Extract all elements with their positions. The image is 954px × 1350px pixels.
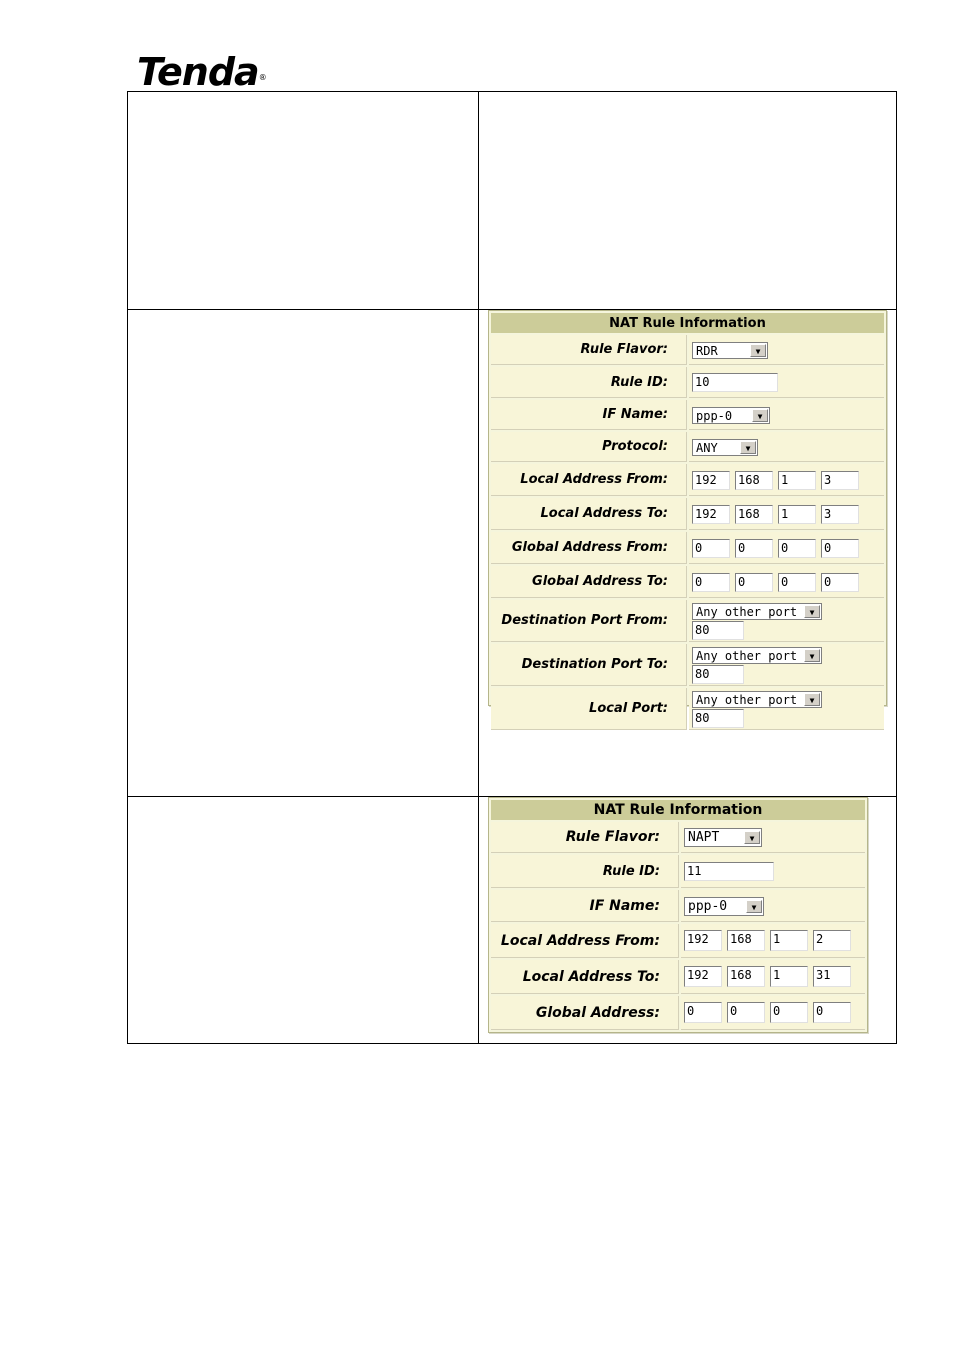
local-port-input[interactable]: 80 [692,709,744,728]
chevron-down-icon: ▼ [752,409,768,422]
destination-port-to-select[interactable]: Any other port ▼ [692,647,822,664]
ip-octet-input[interactable]: 0 [692,573,730,592]
destination-port-from-select[interactable]: Any other port ▼ [692,603,822,620]
global-address-to-label: Global Address To: [491,566,687,598]
rule-id-input[interactable]: 10 [692,373,778,392]
nat-rule-panel-rdr [488,310,887,725]
ip-octet-input[interactable]: 0 [735,573,773,592]
local-address-from-label: Local Address From: [491,924,679,958]
tenda-logo: Tenda® [137,50,266,94]
panel-title: NAT Rule Information [491,313,884,333]
ip-octet-input[interactable]: 192 [692,505,730,524]
ip-octet-input[interactable]: 0 [821,573,859,592]
if-name-select[interactable]: ppp-0 ▼ [692,407,770,424]
ip-octet-input[interactable]: 192 [692,471,730,490]
rule-id-label: Rule ID: [491,367,687,398]
panel-title: NAT Rule Information [491,800,865,820]
ip-octet-input[interactable]: 0 [727,1002,765,1023]
ip-octet-input[interactable]: 0 [778,539,816,558]
protocol-select[interactable]: ANY ▼ [692,439,758,456]
ip-octet-input[interactable]: 3 [821,505,859,524]
rule-flavor-label: Rule Flavor: [491,822,679,853]
ip-octet-input[interactable]: 2 [813,930,851,951]
destination-port-from-label: Destination Port From: [491,600,687,642]
chevron-down-icon: ▼ [744,831,760,844]
ip-octet-input[interactable]: 0 [735,539,773,558]
ip-octet-input[interactable]: 1 [778,471,816,490]
ip-octet-input[interactable]: 0 [692,539,730,558]
rule-id-label: Rule ID: [491,855,679,888]
local-address-from-label: Local Address From: [491,464,687,496]
ip-octet-input[interactable]: 192 [684,930,722,951]
ip-octet-input[interactable]: 168 [727,930,765,951]
chevron-down-icon: ▼ [804,693,820,706]
ip-octet-input[interactable]: 168 [735,505,773,524]
ip-octet-input[interactable]: 3 [821,471,859,490]
local-address-to-label: Local Address To: [491,498,687,530]
nat-rule-panel-napt [488,797,868,1033]
table-cell [128,92,479,310]
rule-flavor-select[interactable]: RDR ▼ [692,342,768,359]
destination-port-to-label: Destination Port To: [491,644,687,686]
rule-id-input[interactable]: 11 [684,862,774,881]
local-port-label: Local Port: [491,688,687,730]
ip-octet-input[interactable]: 1 [778,505,816,524]
chevron-down-icon: ▼ [804,649,820,662]
ip-octet-input[interactable]: 168 [727,966,765,987]
ip-octet-input[interactable]: 168 [735,471,773,490]
global-address-label: Global Address: [491,996,679,1030]
ip-octet-input[interactable]: 31 [813,966,851,987]
chevron-down-icon: ▼ [746,900,762,913]
if-name-select[interactable]: ppp-0 ▼ [684,897,764,916]
chevron-down-icon: ▼ [804,605,820,618]
global-address-from-label: Global Address From: [491,532,687,564]
protocol-label: Protocol: [491,432,687,462]
ip-octet-input[interactable]: 0 [821,539,859,558]
chevron-down-icon: ▼ [750,344,766,357]
if-name-label: IF Name: [491,890,679,922]
ip-octet-input[interactable]: 1 [770,966,808,987]
table-cell [128,797,479,1044]
local-address-to-label: Local Address To: [491,960,679,994]
destination-port-from-input[interactable]: 80 [692,621,744,640]
ip-octet-input[interactable]: 0 [778,573,816,592]
ip-octet-input[interactable]: 0 [813,1002,851,1023]
if-name-label: IF Name: [491,400,687,430]
local-port-select[interactable]: Any other port ▼ [692,691,822,708]
ip-octet-input[interactable]: 192 [684,966,722,987]
chevron-down-icon: ▼ [740,441,756,454]
destination-port-to-input[interactable]: 80 [692,665,744,684]
ip-octet-input[interactable]: 1 [770,930,808,951]
ip-octet-input[interactable]: 0 [770,1002,808,1023]
rule-flavor-label: Rule Flavor: [491,335,687,365]
rule-flavor-select[interactable]: NAPT ▼ [684,828,762,847]
ip-octet-input[interactable]: 0 [684,1002,722,1023]
table-cell [479,92,897,310]
table-cell [128,310,479,797]
